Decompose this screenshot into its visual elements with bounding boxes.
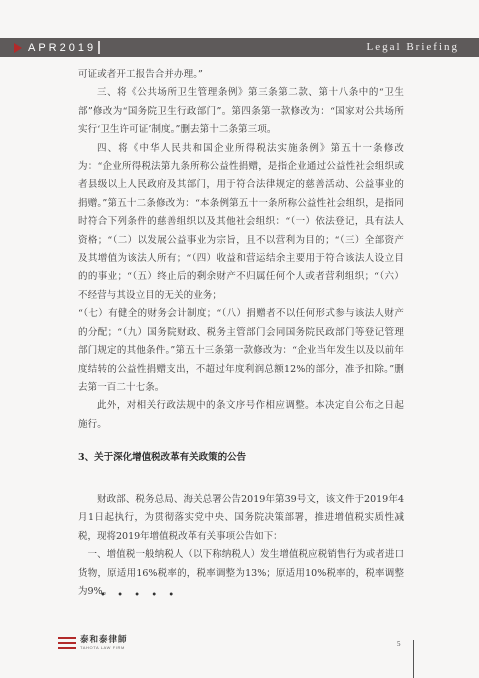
- firm-name-cn: 泰和泰律師: [80, 635, 128, 645]
- paragraph: 一、增值税一般纳税人（以下称纳税人）发生增值税应税销售行为或者进口货物，原适用16%税率的，税率调整为13%；原适用10%税率的，税率调整为9%。: [78, 549, 404, 598]
- paragraph: 此外，对相关行政法规中的条文序号作相应调整。本决定自公布之日起施行。: [78, 400, 404, 430]
- paragraph: 财政部、税务总局、海关总署公告2019年第39号文，该文件于2019年4月1日起执行，为贯彻落实党中央、国务院决策部署，推进增值税实质性减税，现将2019年增值税改革有关事项公告如下：: [78, 494, 404, 542]
- logo-icon: [58, 636, 76, 650]
- body-text: [78, 66, 404, 434]
- section-heading: 3、关于深化增值税改革有关政策的公告: [78, 452, 247, 463]
- firm-logo: [58, 636, 128, 650]
- header-divider: [98, 41, 100, 54]
- paragraph: “（七）有健全的财务会计制度；“（八）捐赠者不以任何形式参与该法人财产的分配；“（九）国务院财政、税务主管部门会同国务院民政部门等登记管理部门规定的其他条件。”第五十三条第一款修改为：“企业当年发生以及以前年度结转的公益性捐赠支出，不超过年度利润总额12%的部分，准予扣除。”删去第一百二十七条。: [78, 308, 404, 393]
- section-label: Legal Briefing: [366, 41, 459, 53]
- header-issue: [0, 38, 100, 57]
- chevron-right-icon: [14, 43, 22, 53]
- section-body: [78, 491, 404, 601]
- page-number: 5: [397, 640, 401, 648]
- issue-label: APR2019: [28, 41, 97, 54]
- paragraph: 可证或者开工报告合并办理。”: [78, 69, 204, 80]
- footer-rule: [413, 640, 414, 678]
- firm-name-en: TAHOTA LAW FIRM: [80, 645, 125, 650]
- paragraph: 四、将《中华人民共和国企业所得税法实施条例》第五十一条修改为：“企业所得税法第九条所称公益性捐赠，是指企业通过公益性社会组织或者县级以上人民政府及其部门，用于符合法律规定的慈善活动、公益事业的捐赠。”第五十二条修改为：“本条例第五十一条所称公益性社会组织，是指同时符合下列条件的慈善组织以及其他社会组织：“（一）依法登记，具有法人资格；“（二）以发展公益事业为宗旨，且不以营利为目的；“（三）全部资产及其增值为该法人所有；“（四）收益和营运结余主要用于符合该法人设立目的的事业；“（五）终止后的剩余财产不归属任何个人或者营利组织；“（六）不经营与其设立目的无关的业务；: [78, 142, 404, 301]
- ellipsis: • • • • •: [100, 590, 179, 601]
- paragraph: 三、将《公共场所卫生管理条例》第三条第二款、第十八条中的“卫生部”修改为“国务院卫生行政部门”。第四条第一款修改为：“国家对公共场所实行‘卫生许可证’制度。”删去第十二条第三项。: [78, 87, 404, 136]
